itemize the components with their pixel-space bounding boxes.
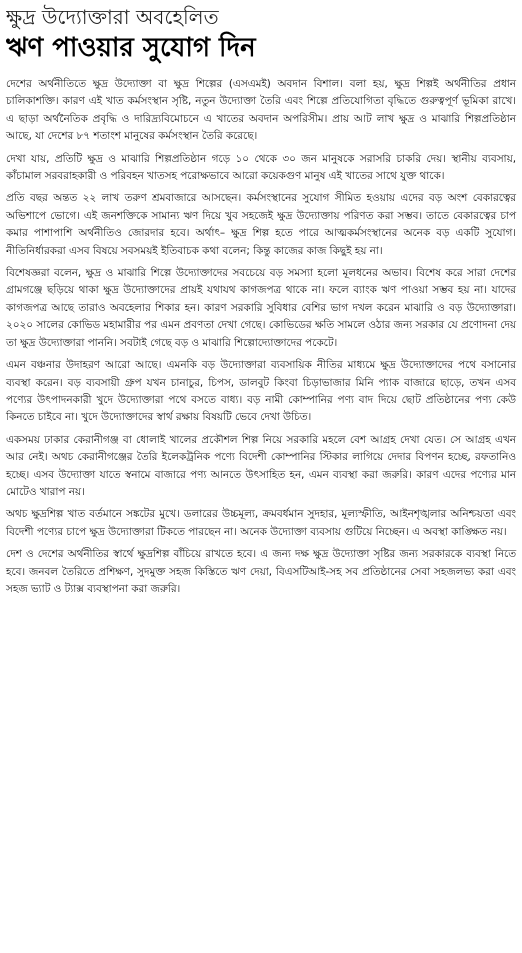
paragraph-6: একসময় ঢাকার কেরানীগঞ্জ বা ধোলাই খালের প্রকৌশল শিল্প নিয়ে সরকারি মহলে বেশ আগ্রহ দেখা যেত। সে আগ্রহ এখন আর নেই। অথচ কেরানীগঞ্জের তৈরি ইলেকট্রনিক পণ্যে বিদেশী কোম্পানির স্টিকার লাগিয়ে দেদার বিপণন হচ্ছে, রফতানিও হচ্ছে। এসব উদ্যোক্তা যাতে স্বনামে বাজারে পণ্য আনতে উৎসাহিত হন, এমন ব্যবস্থা করা জরুরি। কারণ এদের পণ্যের মান মোটেও খারাপ নয়। [6,433,516,498]
paragraph-2: দেখা যায়, প্রতিটি ক্ষুদ্র ও মাঝারি শিল্পপ্রতিষ্ঠান গড়ে ১০ থেকে ৩০ জন মানুষকে সরাসরি চাকরি দেয়। স্থানীয় ব্যবসায়, কাঁচামাল সরবরাহকারী ও পরিবহন খাতসহ পরোক্ষভাবে আরো কয়েকগুণ মানুষ এই খাতের সাথে যুক্ত থাকে। [6,152,516,183]
paragraph-1: দেশের অর্থনীতিতে ক্ষুদ্র উদ্যোক্তা বা ক্ষুদ্র শিল্পের (এসএমই) অবদান বিশাল। বলা হয়, ক্ষুদ্র শিল্পই অর্থনীতির প্রধান চালিকাশক্তি। কারণ এই খাত কর্মসংস্থান সৃষ্টি, নতুন উদ্যোক্তা তৈরি এবং শিল্পে প্রতিযোগিতা বৃদ্ধিতে গুরুত্বপূর্ণ ভূমিকা রাখে। এ ছাড়া অর্থনৈতিক প্রবৃদ্ধি ও দারিদ্র্যবিমোচনে এ খাতের অবদান অপরিসীম। প্রায় আট লাখ ক্ষুদ্র ও মাঝারি শিল্পপ্রতিষ্ঠান আছে, যা দেশের ৮৭ শতাংশ মানুষের কর্মসংস্থান তৈরি করেছে। [6,78,516,143]
paragraph-5: এমন বঞ্চনার উদাহরণ আরো আছে। এমনকি বড় উদ্যোক্তারা ব্যবসায়িক নীতির মাধ্যমে ক্ষুদ্র উদ্যোক্তাদের পথে বসানোর ব্যবস্থা করেন। বড় ব্যবসায়ী গ্রুপ যখন চানাচুর, চিপস, ডালবুট কিংবা চিড়াভাজার মিনি প্যাক বাজারে ছাড়ে, তখন এসব পণ্যের উৎপাদনকারী খুদে উদ্যোক্তারা পথে বসতে বাধ্য। বড় নামী কোম্পানির পণ্য বাদ দিয়ে ছোট প্রতিষ্ঠানের পণ্য কেউ কিনতে চাইবে না। খুদে উদ্যোক্তাদের স্বার্থ রক্ষায় বিষয়টি ভেবে দেখা উচিত। [6,359,516,424]
paragraph-8: দেশ ও দেশের অর্থনীতির স্বার্থে ক্ষুদ্রশিল্প বাঁচিয়ে রাখতে হবে। এ জন্য দক্ষ ক্ষুদ্র উদ্যোক্তা সৃষ্টির জন্য সরকারকে ব্যবস্থা নিতে হবে। জনবল তৈরিতে প্রশিক্ষণ, সুদমুক্ত সহজ কিস্তিতে ঋণ দেয়া, বিএসটিআই-সহ সব প্রতিষ্ঠানের সেবা সহজলভ্য করা এবং সহজ ভ্যাট ও ট্যাক্স ব্যবস্থাপনা করা জরুরি। [6,548,516,595]
article-headline: ঋণ পাওয়ার সুযোগ দিন [6,33,256,63]
article-kicker: ক্ষুদ্র উদ্যোক্তারা অবহেলিত [6,5,219,29]
paragraph-3: প্রতি বছর অন্তত ২২ লাখ তরুণ শ্রমবাজারে আসছেন। কর্মসংস্থানের সুযোগ সীমিত হওয়ায় এদের বড় অংশ বেকারত্বের অভিশাপে ভোগে। এই জনশক্তিকে সামান্য ঋণ দিয়ে খুব সহজেই ক্ষুদ্র উদ্যোক্তায় পরিণত করা সম্ভব। তাতে বেকারত্বের চাপ কমার পাশাপাশি অর্থনীতিও জোরদার হবে। অর্থাৎ– ক্ষুদ্র শিল্প হতে পারে আত্মকর্মসংস্থানের অনেক বড় একটি সুযোগ। নীতিনির্ধারকরা এসব বিষয়ে সবসময়ই ইতিবাচক কথা বলেন; কিন্তু কাজের কাজ কিছুই হয় না। [6,192,516,257]
article-body [6,76,516,598]
paragraph-4: বিশেষজ্ঞরা বলেন, ক্ষুদ্র ও মাঝারি শিল্পে উদ্যোক্তাদের সবচেয়ে বড় সমস্যা হলো মূলধনের অভাব। বিশেষ করে সারা দেশের গ্রামগঞ্জে ছড়িয়ে থাকা ক্ষুদ্র উদ্যোক্তাদের প্রায়ই যথাযথ কাগজপত্র থাকে না। ফলে ব্যাংক ঋণ পাওয়া সম্ভব হয় না। যাদের কাগজপত্র আছে তারাও অবহেলার শিকার হন। কারণ সরকারি সুবিধার বেশির ভাগ দখল করেন মাঝারি ও বড় উদ্যোক্তারা। ২০২০ সালের কোভিড মহামারীর পর এমন প্রবণতা দেখা গেছে। কোভিডের ক্ষতি সামলে ওঠার জন্য সরকার যে প্রণোদনা দেয় তা ক্ষুদ্র উদ্যোক্তারা পাননি। সবটাই গেছে বড় ও মাঝারি শিল্পোদ্যোক্তাদের পকেটে। [6,267,516,349]
paragraph-7: অথচ ক্ষুদ্রশিল্প খাত বর্তমানে সঙ্কটের মুখে। ডলারের উচ্চমূল্য, ক্রমবর্ধমান সুদহার, মূল্যস্ফীতি, আইনশৃঙ্খলার অনিশ্চয়তা এবং বিদেশী পণ্যের চাপে ক্ষুদ্র উদ্যোক্তারা টিকতে পারছেন না। অনেক উদ্যোক্তা ব্যবসায় গুটিয়ে নিচ্ছেন। এ অবস্থা কাঙ্ক্ষিত নয়। [6,508,516,538]
